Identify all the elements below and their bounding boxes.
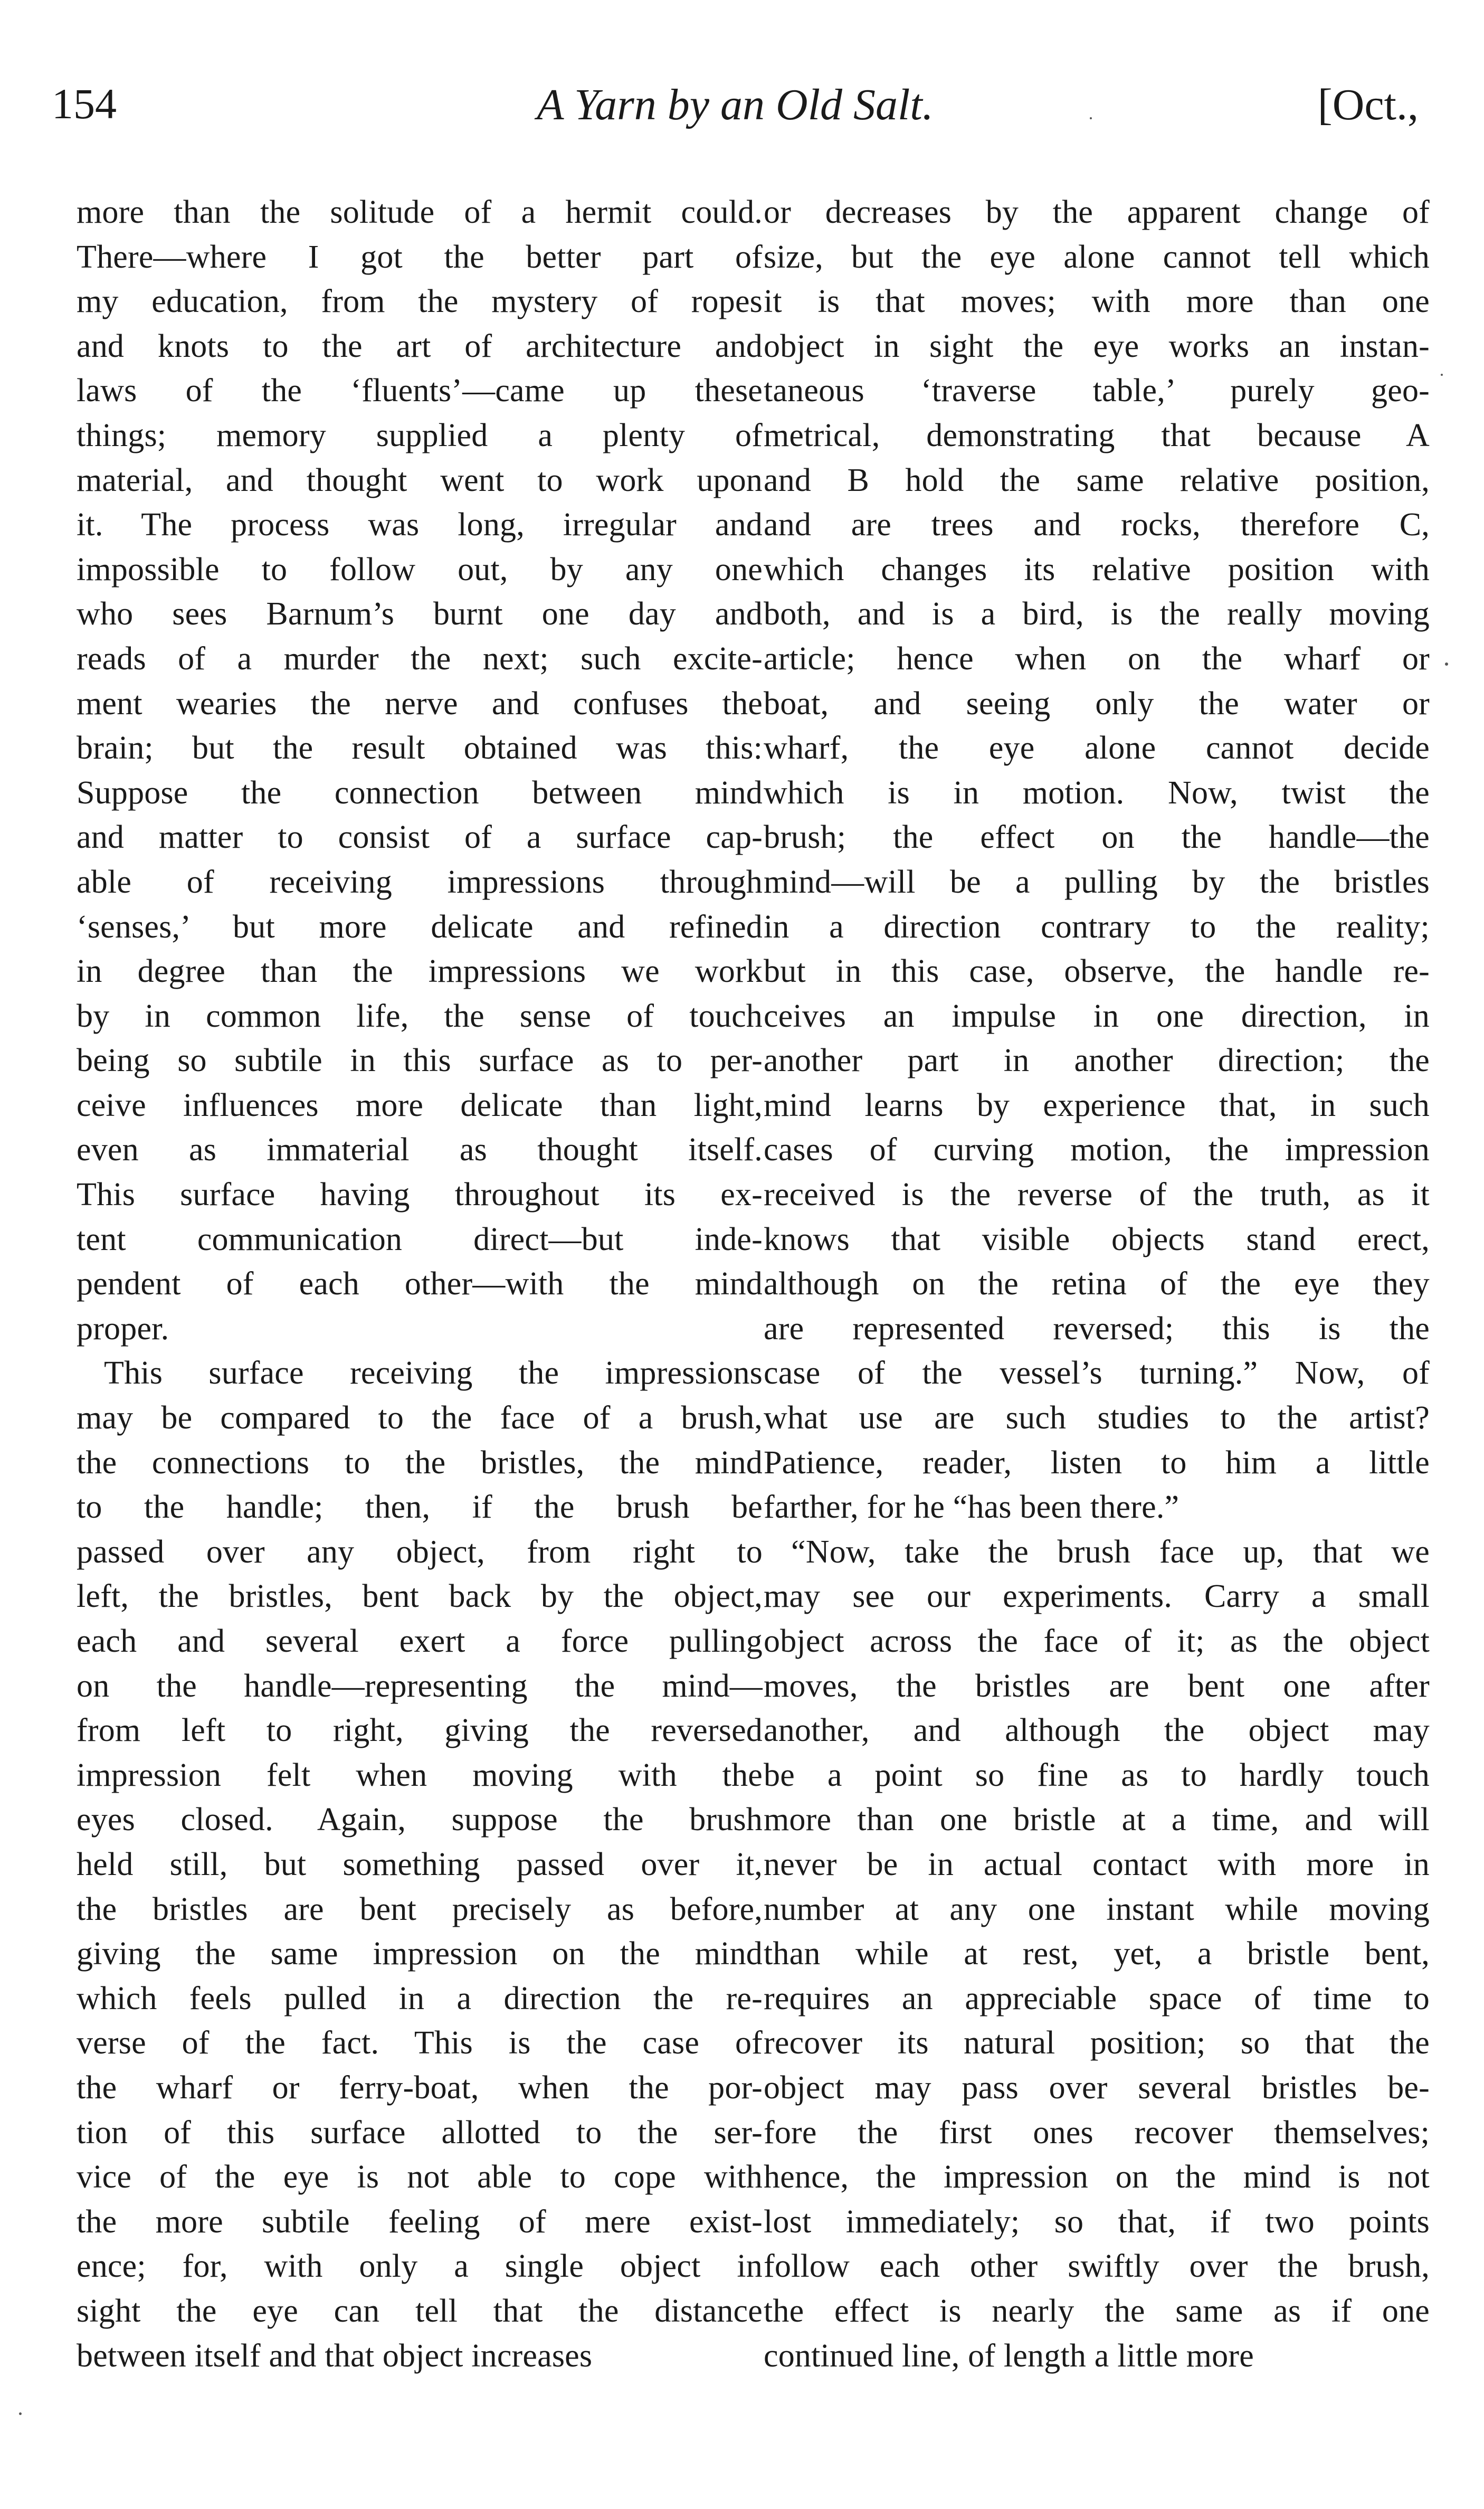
paper-speck xyxy=(19,2412,22,2415)
text-line: even as immaterial as thought itself. xyxy=(77,1132,763,1168)
text-line: eyes closed. Again, suppose the brush xyxy=(77,1802,763,1838)
text-line: tion of this surface allotted to the ser- xyxy=(77,2114,763,2151)
text-line: ence; for, with only a single object in xyxy=(77,2248,763,2285)
text-line: ceives an impulse in one direction, in xyxy=(764,998,1430,1034)
text-line: another, and although the object may xyxy=(764,1712,1430,1749)
text-line: being so subtile in this surface as to per- xyxy=(77,1043,763,1079)
text-line: what use are such studies to the artist? xyxy=(764,1400,1430,1436)
text-line: fore the first ones recover themselves; xyxy=(764,2114,1430,2151)
text-line: vice of the eye is not able to cope with xyxy=(77,2159,763,2195)
text-line: in degree than the impressions we work xyxy=(77,953,763,990)
text-line: passed over any object, from right to xyxy=(77,1533,763,1570)
text-line: metrical, demonstrating that because A xyxy=(764,417,1430,453)
text-line: which feels pulled in a direction the re- xyxy=(77,1980,763,2016)
text-line: cases of curving motion, the impression xyxy=(764,1132,1430,1168)
text-line: the wharf or ferry-boat, when the por- xyxy=(77,2069,763,2106)
text-line: object may pass over several bristles be- xyxy=(764,2069,1430,2106)
text-line: “Now, take the brush face up, that we xyxy=(791,1533,1430,1570)
text-line: are represented reversed; this is the xyxy=(764,1310,1430,1347)
text-line: the connections to the bristles, the mind xyxy=(77,1444,763,1481)
text-line: article; hence when on the wharf or xyxy=(764,640,1430,677)
text-line: each and several exert a force pulling xyxy=(77,1623,763,1659)
text-line: impossible to follow out, by any one xyxy=(77,551,763,588)
running-date: [Oct., xyxy=(1317,80,1419,129)
text-line: in a direction contrary to the reality; xyxy=(764,908,1430,945)
text-line: it. The process was long, irregular and xyxy=(77,507,763,543)
text-line: it is that moves; with more than one xyxy=(764,283,1430,320)
text-line: object in sight the eye works an instan- xyxy=(764,328,1430,364)
text-line: sight the eye can tell that the distance xyxy=(77,2293,763,2329)
text-line: knows that visible objects stand erect, xyxy=(764,1221,1430,1257)
text-line: Patience, reader, listen to him a little xyxy=(764,1444,1430,1481)
text-line: the effect is nearly the same as if one xyxy=(764,2293,1430,2329)
left-column xyxy=(77,190,763,2378)
text-line: and matter to consist of a surface cap- xyxy=(77,819,763,856)
text-line: brain; but the result obtained was this: xyxy=(77,730,763,766)
text-line: received is the reverse of the truth, as it xyxy=(764,1177,1430,1213)
text-line: giving the same impression on the mind xyxy=(77,1936,763,1972)
text-line: reads of a murder the next; such excite- xyxy=(77,640,763,677)
text-line: be a point so fine as to hardly touch xyxy=(764,1757,1430,1793)
text-line: taneous ‘traverse table,’ purely geo- xyxy=(764,373,1430,409)
text-line: moves, the bristles are bent one after xyxy=(764,1668,1430,1704)
text-line: my education, from the mystery of ropes xyxy=(77,283,763,320)
text-line: lost immediately; so that, if two points xyxy=(764,2203,1430,2240)
text-line: both, and is a bird, is the really moving xyxy=(764,596,1430,632)
text-line: the more subtile feeling of mere exist- xyxy=(77,2203,763,2240)
running-title: A Yarn by an Old Salt. xyxy=(537,80,934,129)
text-line: continued line, of length a little more xyxy=(764,2337,1254,2374)
text-line: proper. xyxy=(77,1310,169,1347)
text-line: by in common life, the sense of touch xyxy=(77,998,763,1034)
text-line: more than one bristle at a time, and will xyxy=(764,1802,1430,1838)
text-line: who sees Barnum’s burnt one day and xyxy=(77,596,763,632)
text-line: number at any one instant while moving xyxy=(764,1891,1430,1927)
text-line: mind learns by experience that, in such xyxy=(764,1087,1430,1123)
text-line: and knots to the art of architecture and xyxy=(77,328,763,364)
text-line: verse of the fact. This is the case of xyxy=(77,2025,763,2061)
text-line: things; memory supplied a plenty of xyxy=(77,417,763,453)
text-line: recover its natural position; so that the xyxy=(764,2025,1430,2061)
text-line: laws of the ‘fluents’—came up these xyxy=(77,373,763,409)
running-head xyxy=(52,79,1419,153)
paper-speck xyxy=(1090,117,1092,119)
text-line: but in this case, observe, the handle re- xyxy=(764,953,1430,990)
text-line: able of receiving impressions through xyxy=(77,864,763,900)
text-line: follow each other swiftly over the brush, xyxy=(764,2248,1430,2285)
text-line: may be compared to the face of a brush, xyxy=(77,1400,763,1436)
text-line: may see our experiments. Carry a small xyxy=(764,1578,1430,1615)
text-line: between itself and that object increases xyxy=(77,2337,593,2374)
text-line: ment wearies the nerve and confuses the xyxy=(77,685,763,722)
text-line: This surface having throughout its ex- xyxy=(77,1177,763,1213)
paper-speck xyxy=(1445,662,1448,666)
text-line: or decreases by the apparent change of xyxy=(764,194,1430,230)
text-line: the bristles are bent precisely as before, xyxy=(77,1891,763,1927)
text-line: case of the vessel’s turning.” Now, of xyxy=(764,1355,1430,1391)
text-line: farther, for he “has been there.” xyxy=(764,1489,1179,1526)
text-line: pendent of each other—with the mind xyxy=(77,1266,763,1302)
text-line: impression felt when moving with the xyxy=(77,1757,763,1793)
text-line: than while at rest, yet, a bristle bent, xyxy=(764,1936,1430,1972)
text-line: wharf, the eye alone cannot decide xyxy=(764,730,1430,766)
text-line: There—where I got the better part of xyxy=(77,239,763,275)
text-line: ‘senses,’ but more delicate and refined xyxy=(77,908,763,945)
text-line: brush; the effect on the handle—the xyxy=(764,819,1430,856)
text-line: more than the solitude of a hermit could. xyxy=(77,194,763,230)
text-line: to the handle; then, if the brush be xyxy=(77,1489,763,1526)
text-line: held still, but something passed over it, xyxy=(77,1846,763,1882)
text-line: material, and thought went to work upon xyxy=(77,462,763,498)
paper-speck xyxy=(1441,374,1443,376)
text-line: tent communication direct—but inde- xyxy=(77,1221,763,1257)
text-line: boat, and seeing only the water or xyxy=(764,685,1430,722)
page-number: 154 xyxy=(52,80,117,128)
text-line: and are trees and rocks, therefore C, xyxy=(764,507,1430,543)
text-line: mind—will be a pulling by the bristles xyxy=(764,864,1430,900)
text-line: hence, the impression on the mind is not xyxy=(764,2159,1430,2195)
text-line: although on the retina of the eye they xyxy=(764,1266,1430,1302)
right-column xyxy=(764,190,1430,2378)
text-line: size, but the eye alone cannot tell which xyxy=(764,239,1430,275)
text-line: which changes its relative position with xyxy=(764,551,1430,588)
text-line: left, the bristles, bent back by the object, xyxy=(77,1578,763,1615)
text-line: Suppose the connection between mind xyxy=(77,774,763,811)
text-line: This surface receiving the impressions xyxy=(104,1355,763,1391)
text-line: which is in motion. Now, twist the xyxy=(764,774,1430,811)
text-line: another part in another direction; the xyxy=(764,1043,1430,1079)
text-line: requires an appreciable space of time to xyxy=(764,1980,1430,2016)
text-line: object across the face of it; as the object xyxy=(764,1623,1430,1659)
text-line: ceive influences more delicate than light, xyxy=(77,1087,763,1123)
text-line: on the handle—representing the mind— xyxy=(77,1668,763,1704)
text-line: from left to right, giving the reversed xyxy=(77,1712,763,1749)
text-line: never be in actual contact with more in xyxy=(764,1846,1430,1882)
text-line: and B hold the same relative position, xyxy=(764,462,1430,498)
